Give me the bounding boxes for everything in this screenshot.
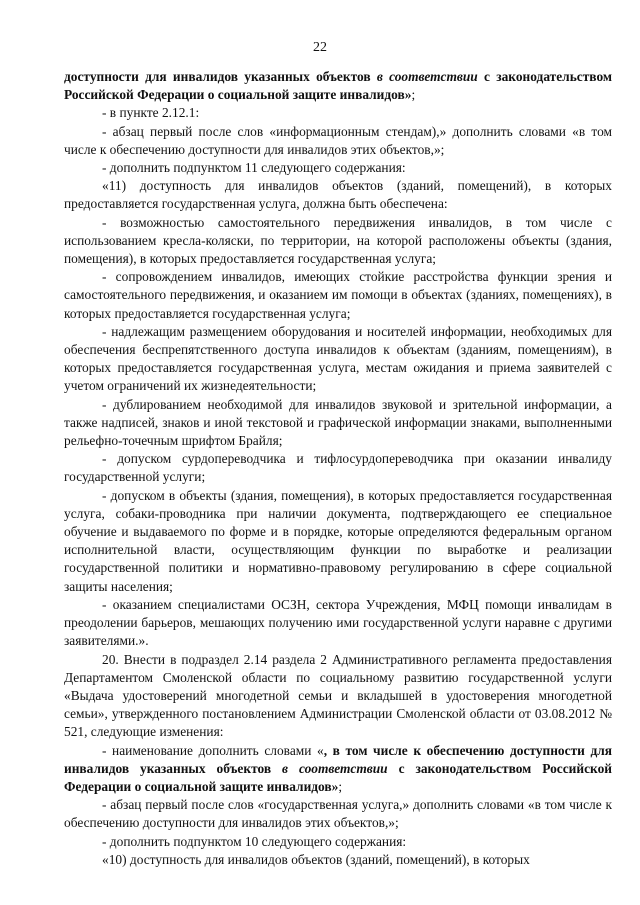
text-run: с законодательством Российской Федерации о социальной защите инвалидов» <box>64 760 612 794</box>
text-run: - дублированием необходимой для инвалидов звуковой и зрительной информации, а также надписей, знаков и иной текстовой и графической информации знаками, выполненными рельефно-точечным шрифтом Брайля; <box>64 396 612 449</box>
text-run: - абзац первый после слов «информационным стендам),» дополнить словами «в том числе к обеспечению доступности для инвалидов этих объектов,»; <box>64 123 612 157</box>
text-run: - допуском в объекты (здания, помещения), в которых предоставляется государственная услуга, собаки-проводника при наличии документа, подтверждающего ее специальное обучение и выдаваемого по форме и в порядке, которые определяются федеральным органом исполнительной власти, осуществляющим функции по выработке и реализации государственной политики и нормативно-правовому регулированию в сфере социальной защиты населения; <box>64 487 612 594</box>
text-run: - сопровождением инвалидов, имеющих стойкие расстройства функции зрения и самостоятельного передвижения, и оказанием им помощи в объектах (зданиях, помещениях), в которых предоставляется государственная услуга; <box>64 269 612 321</box>
text-run: «10) доступность для инвалидов объектов (зданий, помещений), в которых <box>102 851 530 867</box>
paragraph <box>64 742 612 797</box>
paragraph <box>64 104 612 122</box>
text-run: в соответствии <box>282 760 388 776</box>
text-run: - дополнить подпунктом 11 следующего содержания: <box>102 160 406 176</box>
page-number: 22 <box>313 40 327 55</box>
paragraph <box>64 596 612 651</box>
paragraph <box>64 487 612 596</box>
paragraph <box>64 123 612 159</box>
paragraph <box>64 177 612 213</box>
text-run: - возможностью самостоятельного передвижения инвалидов, в том числе с использованием кресла-коляски, по территории, на которой расположены объекты (здания, помещения), в которых предоставляется государственная услуга; <box>64 214 612 267</box>
text-run: с законодательством Российской Федерации о социальной защите инвалидов» <box>64 69 613 103</box>
text-run: в соответствии <box>376 69 478 84</box>
text-run: - допуском сурдопереводчика и тифлосурдопереводчика при оказании инвалиду государственной услуги; <box>64 451 612 485</box>
document-body <box>64 68 612 869</box>
text-run: - наименование дополнить словами « <box>102 742 324 758</box>
paragraph <box>64 268 612 323</box>
text-run: - абзац первый после слов «государственная услуга,» дополнить словами «в том числе к обеспечению доступности для инвалидов этих объектов,»; <box>64 797 612 831</box>
text-run: - оказанием специалистами ОСЗН, сектора Учреждения, МФЦ помощи инвалидам в преодолении барьеров, мешающих получению ими государственной услуги наравне с другими заявителями.». <box>64 596 612 649</box>
text-run: доступности для инвалидов указанных объектов <box>64 69 377 84</box>
text-run: - в пункте 2.12.1: <box>102 105 200 121</box>
text-run: 20. Внести в подраздел 2.14 раздела 2 Административного регламента предоставления Департаментом Смоленской области по социальному развитию государственной услуги «Выдача удостоверений многодетной семьи и вкладышей в удостоверения многодетной семьи», утвержденного постановлением Администрации Смоленской области от 03.08.2012 № 521, следующие изменения: <box>64 651 612 740</box>
text-run: ; <box>411 87 416 103</box>
text-run: ; <box>338 778 343 794</box>
paragraph <box>64 450 612 486</box>
text-run: - дополнить подпунктом 10 следующего содержания: <box>102 833 407 849</box>
text-run: - надлежащим размещением оборудования и носителей информации, необходимых для обеспечения беспрепятственного доступа инвалидов к объектам (зданиям, помещениям), в которых предоставляется государственная услуга, местам ожидания и приема заявителей с учетом ограничений их жизнедеятельности; <box>64 323 612 394</box>
paragraph <box>64 651 612 742</box>
paragraph <box>64 833 612 851</box>
paragraph <box>64 159 612 177</box>
paragraph <box>64 851 612 869</box>
paragraph <box>64 396 612 451</box>
paragraph <box>64 214 612 269</box>
paragraph <box>64 323 612 396</box>
text-run: , в том числе к обеспечению доступности для инвалидов указанных объектов <box>64 742 612 776</box>
paragraph <box>64 796 612 832</box>
paragraph <box>64 68 612 104</box>
text-run: «11) доступность для инвалидов объектов (зданий, помещений), в которых предоставляется государственная услуга, должна быть обеспечена: <box>64 178 612 212</box>
